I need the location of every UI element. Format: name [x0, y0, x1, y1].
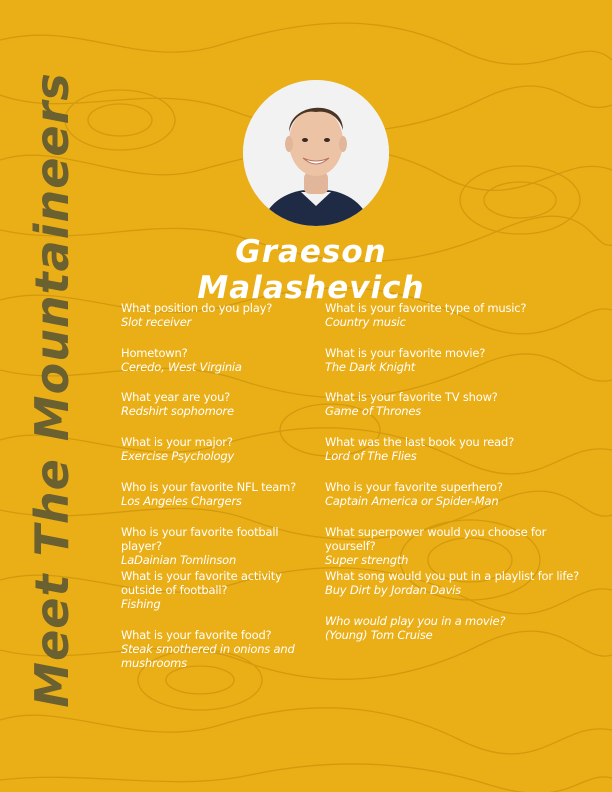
answer: Buy Dirt by Jordan Davis	[325, 583, 461, 597]
qa-item	[121, 390, 321, 418]
answer: Ceredo, West Virginia	[121, 360, 242, 374]
question: What is your favorite type of music?	[325, 301, 527, 315]
player-photo	[243, 80, 389, 226]
answer: Exercise Psychology	[121, 449, 235, 463]
answer: Lord of The Flies	[325, 449, 417, 463]
qa-item	[121, 346, 321, 374]
qa-item	[325, 346, 593, 374]
question: What song would you put in a playlist for life?	[325, 569, 579, 583]
question: What is your favorite food?	[121, 628, 272, 642]
answer: Captain America or Spider-Man	[325, 494, 499, 508]
qa-item	[325, 525, 593, 567]
question: What year are you?	[121, 390, 231, 404]
qa-item	[121, 628, 321, 670]
qa-item	[121, 301, 321, 329]
qa-item	[325, 480, 593, 508]
qa-item	[121, 569, 321, 611]
answer: Fishing	[121, 597, 161, 611]
qa-item	[121, 435, 321, 463]
question: Hometown?	[121, 346, 188, 360]
answer: Country music	[325, 315, 406, 329]
question: What was the last book you read?	[325, 435, 514, 449]
answer: Redshirt sophomore	[121, 404, 234, 418]
question: What is your favorite TV show?	[325, 390, 498, 404]
question: Who is your favorite football player?	[121, 525, 279, 553]
answer: Super strength	[325, 553, 409, 567]
question: What is your favorite activity outside of football?	[121, 569, 282, 597]
answer: (Young) Tom Cruise	[325, 628, 433, 642]
question: Who is your favorite superhero?	[325, 480, 503, 494]
qa-item	[325, 569, 593, 597]
qa-item	[325, 301, 593, 329]
answer: Game of Thrones	[325, 404, 422, 418]
qa-item	[121, 480, 321, 508]
answer: Slot receiver	[121, 315, 192, 329]
question: What superpower would you choose for yourself?	[325, 525, 547, 553]
player-name: Graeson Malashevich	[197, 234, 425, 306]
question: Who is your favorite NFL team?	[121, 480, 297, 494]
question: Who would play you in a movie?	[325, 614, 506, 628]
question: What is your favorite movie?	[325, 346, 486, 360]
qa-item	[121, 525, 321, 567]
answer: Steak smothered in onions and mushrooms	[121, 642, 295, 670]
question: What is your major?	[121, 435, 233, 449]
qa-item	[325, 435, 593, 463]
qa-item	[325, 614, 593, 642]
answer: LaDainian Tomlinson	[121, 553, 237, 567]
answer: Los Angeles Chargers	[121, 494, 242, 508]
answer: The Dark Knight	[325, 360, 416, 374]
side-title: Meet The Mountaineers	[25, 72, 79, 708]
question: What position do you play?	[121, 301, 273, 315]
qa-item	[325, 390, 593, 418]
